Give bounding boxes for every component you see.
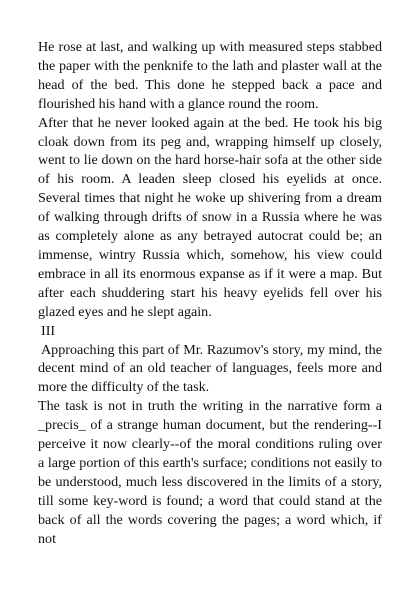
chapter-heading: III <box>41 322 56 339</box>
paragraph-1: He rose at last, and walking up with measured steps stabbed the paper with the penknife to the lath and plaster wall at the head of the bed. This done he stepped back a pace and flourished his hand with a glance round the room. <box>38 39 382 112</box>
paragraph-4: The task is not in truth the writing in the narrative form a _precis_ of a strange human document, but the rendering--I perceive it now clearly--of the moral conditions ruling over a large portion of this earth's surface; conditions not easily to be understood, much less discovered in the limits of a story, till some key-word is found; a word that could stand at the back of all the words covering the pages; a word which, if not <box>38 398 382 547</box>
paragraph-2: After that he never looked again at the bed. He took his big cloak down from its peg and, wrapping himself up closely, went to lie down on the hard horse-hair sofa at the other side of his room. A leaden sleep closed his eyelids at once. Several times that night he woke up shivering from a dream of walking through drifts of snow in a Russia where he was as completely alone as any betrayed autocrat could be; an immense, wintry Russia which, somehow, his view could embrace in all its enormous expanse as if it were a map. But after each shuddering start his heavy eyelids fell over his glazed eyes and he slept again. <box>38 114 382 320</box>
document-page <box>38 38 382 586</box>
paragraph-3: Approaching this part of Mr. Razumov's story, my mind, the decent mind of an old teacher of languages, feels more and more the difficulty of the task. <box>38 341 382 396</box>
